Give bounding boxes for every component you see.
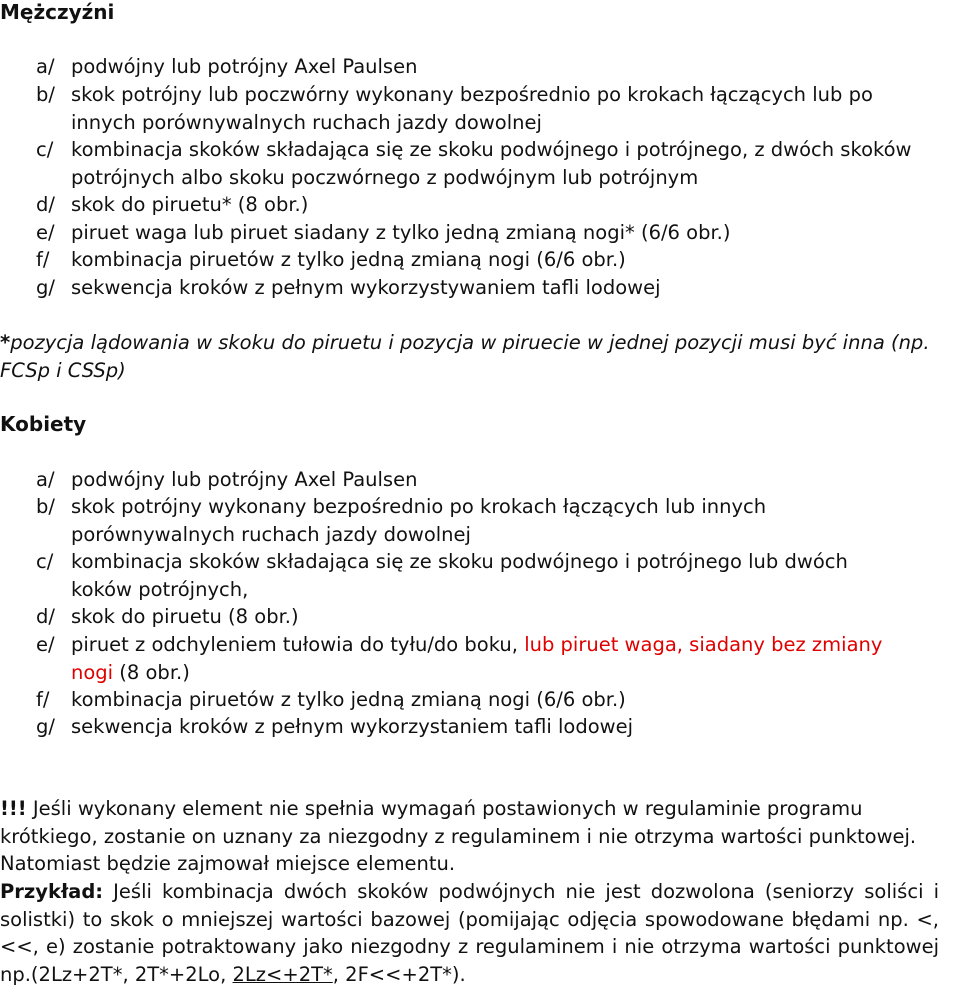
women-item-b — [36, 493, 816, 548]
example-label: Przykład: — [0, 880, 104, 903]
item-text: skok do piruetu* (8 obr.) — [71, 193, 309, 216]
item-text: kombinacja piruetów z tylko jedną zmianą nogi (6/6 obr.) — [71, 248, 626, 271]
men-item-f — [36, 246, 951, 274]
warning-paragraph — [0, 795, 940, 878]
example-paragraph — [0, 878, 939, 988]
item-text — [71, 631, 926, 686]
women-item-e — [36, 631, 926, 686]
warning-text: Jeśli wykonany element nie spełnia wymagań postawionych w regulaminie programu krótkiego, zostanie on uznany za niezgodny z regulaminem i nie otrzyma wartości punktowej. Natomiast będzie zajmował miejsce elementu. — [0, 797, 917, 875]
item-letter: b/ — [36, 495, 55, 518]
women-item-c — [36, 548, 886, 603]
item-text: podwójny lub potrójny Axel Paulsen — [71, 468, 418, 491]
example-text: Jeśli kombinacja dwóch skoków podwójnych nie jest dozwolona (seniorzy soliści i solistki) to skok o mniejszej wartości bazowej (pomijając odjęcia spowodowane błędami np. <, <<, e) zostanie potraktowany jako niezgodny z regulaminem i nie otrzyma wartości punktowej np.(2Lz+2T*, 2T*+2Lo, — [0, 880, 939, 986]
example-underlined: 2Lz<+2T* — [232, 962, 333, 986]
footnote-star: * — [0, 331, 11, 354]
item-text: sekwencja kroków z pełnym wykorzystaniem tafli lodowej — [71, 715, 634, 738]
item-letter: d/ — [36, 193, 55, 216]
men-footnote — [0, 329, 958, 384]
men-item-e — [36, 219, 951, 247]
item-letter: g/ — [36, 276, 55, 299]
men-heading: Mężczyźni — [0, 0, 115, 24]
item-text: sekwencja kroków z pełnym wykorzystywaniem tafli lodowej — [71, 276, 661, 299]
men-item-g — [36, 274, 951, 302]
item-text: skok potrójny wykonany bezpośrednio po krokach łączących lub innych porównywalnych ruchach jazdy dowolnej — [71, 495, 767, 546]
men-item-c — [36, 136, 916, 191]
item-letter: g/ — [36, 715, 55, 738]
footnote-text: pozycja lądowania w skoku do piruetu i pozycja w piruecie w jednej pozycji musi być inna (np. FCSp i CSSp) — [0, 331, 930, 382]
women-heading: Kobiety — [0, 412, 87, 436]
item-text: kombinacja skoków składająca się ze skoku podwójnego i potrójnego, z dwóch skoków potrójnych albo skoku poczwórnego z podwójnym lub potrójnym — [71, 138, 912, 189]
item-text: kombinacja skoków składająca się ze skoku podwójnego i potrójnego lub dwóch koków potrójnych, — [71, 550, 848, 601]
item-letter: d/ — [36, 605, 55, 628]
item-text-start: piruet z odchyleniem tułowia do tyłu/do boku, — [71, 633, 525, 656]
item-letter: f/ — [36, 248, 50, 271]
item-letter: a/ — [36, 468, 55, 491]
item-letter: e/ — [36, 221, 55, 244]
men-item-a — [36, 53, 951, 81]
item-letter: f/ — [36, 688, 50, 711]
item-text: podwójny lub potrójny Axel Paulsen — [71, 55, 418, 78]
men-item-d — [36, 191, 951, 219]
women-item-f — [36, 686, 951, 714]
item-letter: c/ — [36, 138, 54, 161]
item-text: skok do piruetu (8 obr.) — [71, 605, 299, 628]
item-letter: e/ — [36, 633, 55, 656]
item-text-end: (8 obr.) — [113, 660, 190, 684]
example-text-end: , 2F<<+2T*). — [332, 962, 466, 986]
warning-marker: !!! — [0, 797, 27, 820]
item-text: piruet waga lub piruet siadany z tylko jedną zmianą nogi* (6/6 obr.) — [71, 221, 731, 244]
men-item-b — [36, 81, 926, 136]
item-text: skok potrójny lub poczwórny wykonany bezpośrednio po krokach łączących lub po innych porównywalnych ruchach jazdy dowolnej — [71, 83, 873, 134]
item-letter: a/ — [36, 55, 55, 78]
women-item-d — [36, 603, 951, 631]
women-item-g — [36, 713, 951, 741]
women-item-a — [36, 466, 951, 494]
item-text-highlighted: lub piruet waga, siadany bez zmiany nogi — [71, 633, 883, 684]
item-text: kombinacja piruetów z tylko jedną zmianą nogi (6/6 obr.) — [71, 688, 626, 711]
item-letter: c/ — [36, 550, 54, 573]
item-letter: b/ — [36, 83, 55, 106]
